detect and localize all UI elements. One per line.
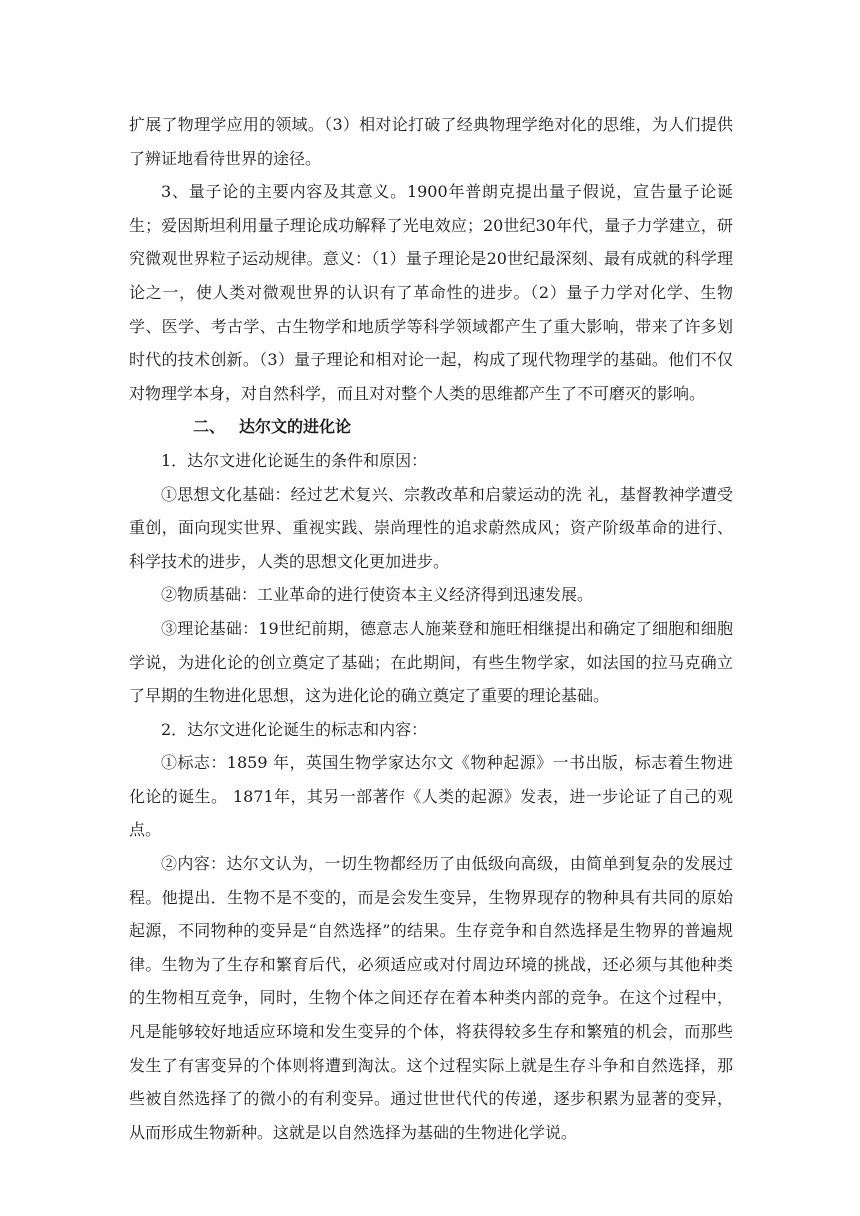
paragraph-thought-basis: ①思想文化基础：经过艺术复兴、宗教改革和启蒙运动的洗 礼，基督教神学遭受重创，面向现实世界、重视实践、崇尚理性的追求蔚然成风；资产阶级革命的进行、科学技术的进步，人类的思想文化更加进步。	[129, 484, 733, 571]
subheading-mark-and-content: 2．达尔文进化论诞生的标志和内容：	[161, 719, 428, 739]
subheading-conditions-and-reasons: 1．达尔文进化论诞生的条件和原因：	[161, 450, 428, 470]
paragraph-material-basis: ②物质基础：工业革命的进行使资本主义经济得到迅速发展。	[161, 585, 594, 605]
paragraph-theory-basis: ③理论基础：19世纪前期，德意志人施莱登和施旺相继提出和确定了细胞和细胞学说，为进化论的创立奠定了基础；在此期间，有些生物学家，如法国的拉马克确立了早期的生物进化思想，这为进化论的确立奠定了重要的理论基础。	[129, 618, 733, 706]
paragraph-relativity-continuation: 扩展了物理学应用的领域。（3）相对论打破了经典物理学绝对化的思维，为人们提供了辨证地看待世界的途径。	[129, 115, 733, 168]
paragraph-quantum-theory: 3、量子论的主要内容及其意义。1900年普朗克提出量子假说，宣告量子论诞生；爱因斯坦利用量子理论成功解释了光电效应；20世纪30年代，量子力学建立，研究微观世界粒子运动规律。意义：（1）量子理论是20世纪最深刻、最有成就的科学理论之一，使人类对微观世界的认识有了革命性的进步。（2）量子力学对化学、生物学、医学、考古学、古生物学和地质学等科学领域都产生了重大影响，带来了许多划时代的技术创新。（3）量子理论和相对论一起，构成了现代物理学的基础。他们不仅对物理学本身，对自然科学，而且对对整个人类的思维都产生了不可磨灭的影响。	[129, 182, 733, 403]
section-heading-darwin	[129, 410, 733, 444]
section-heading-title: 达尔文的进化论	[239, 417, 352, 437]
section-heading-number: 二、	[193, 417, 226, 437]
document-body	[129, 108, 733, 1149]
paragraph-content: ②内容：达尔文认为，一切生物都经历了由低级向高级，由简单到复杂的发展过程。他提出．生物不是不变的，而是会发生变异，生物界现存的物种具有共同的原始起源，不同物种的变异是“自然选择”的结果。生存竞争和自然选择是生物界的普遍规律。生物为了生存和繁育后代，必须适应或对付周边环境的挑战，还必须与其他种类的生物相互竞争，同时，生物个体之间还存在着本种类内部的竞争。在这个过程中，凡是能够较好地适应环境和发生变异的个体，将获得较多生存和繁殖的机会，而那些发生了有害变异的个体则将遭到淘汰。这个过程实际上就是生存斗争和自然选择，那些被自然选择了的微小的有利变异。通过世世代代的传递，逐步积累为显著的变异，从而形成生物新种。这就是以自然选择为基础的生物进化学说。	[129, 854, 733, 1142]
paragraph-mark: ①标志：1859 年，英国生物学家达尔文《物种起源》一书出版，标志着生物进化论的诞生。 1871年，其另一部著作《人类的起源》发表，进一步论证了自己的观点。	[129, 753, 733, 840]
